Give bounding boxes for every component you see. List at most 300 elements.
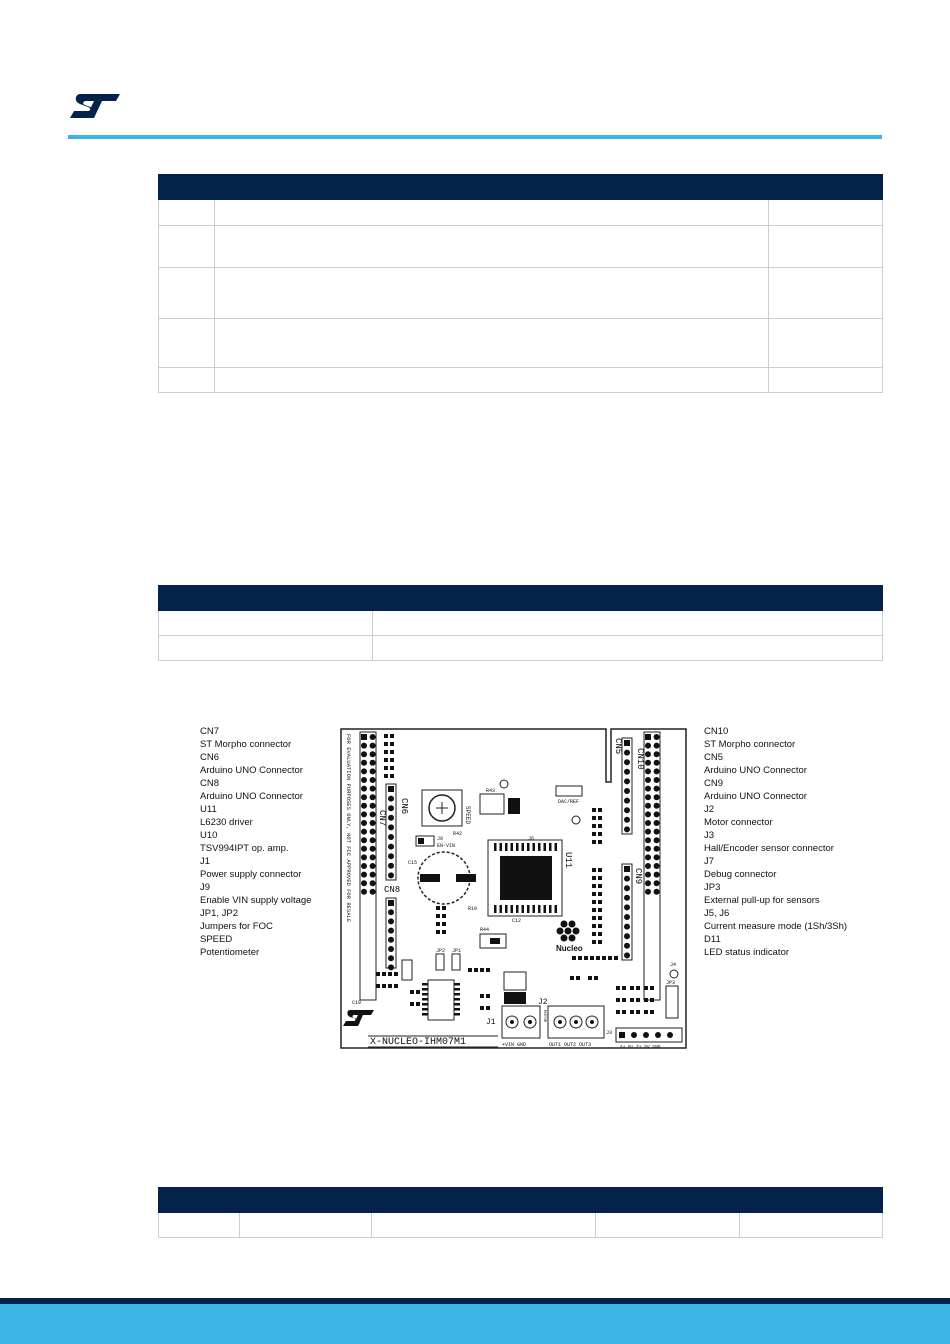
- chip-pin: [516, 905, 519, 913]
- pin: [654, 846, 660, 852]
- pin: [654, 837, 660, 843]
- pin: [624, 826, 630, 832]
- c12-label: C12: [512, 918, 522, 924]
- pin: [624, 952, 630, 958]
- figure-label: ST Morpho connector: [200, 739, 292, 750]
- pin: [388, 815, 394, 821]
- smd-pad: [388, 984, 392, 988]
- pin: [370, 872, 376, 878]
- pin: [631, 1032, 637, 1038]
- smd-pad: [598, 916, 602, 920]
- pin: [361, 768, 367, 774]
- smd-pad: [442, 906, 446, 910]
- smd-pad: [596, 956, 600, 960]
- smd-pad: [644, 1010, 648, 1014]
- j3-pins-label: A+ B+ Z+ 5V GND: [620, 1045, 661, 1049]
- pin: [388, 796, 394, 802]
- smd-pad: [598, 840, 602, 844]
- pin: [654, 889, 660, 895]
- speed-label: SPEED: [464, 806, 471, 825]
- pin: [361, 777, 367, 783]
- pin-square: [624, 740, 630, 746]
- pin: [370, 811, 376, 817]
- pin: [624, 933, 630, 939]
- smd-pad: [390, 742, 394, 746]
- figure-label: CN6: [200, 752, 220, 763]
- smd-pad: [598, 868, 602, 872]
- chip-pin: [422, 1003, 428, 1006]
- figure-label: External pull-up for sensors: [704, 895, 820, 906]
- smd-pad: [592, 892, 596, 896]
- smd-pad: [622, 1010, 626, 1014]
- table-header-row: [159, 586, 883, 611]
- figure-label: J3: [704, 830, 715, 841]
- smd-pad: [442, 914, 446, 918]
- smd-pad: [630, 998, 634, 1002]
- smd-pad: [592, 940, 596, 944]
- chip-pin: [454, 1013, 460, 1016]
- chip-pin: [527, 843, 530, 851]
- smd-pad: [598, 940, 602, 944]
- pin: [388, 937, 394, 943]
- pin: [370, 794, 376, 800]
- figure-label: TSV994IPT op. amp.: [200, 843, 289, 854]
- smd-pad: [410, 1002, 414, 1006]
- pin: [624, 895, 630, 901]
- smd-pad: [436, 914, 440, 918]
- j2-pins-label: OUT1 OUT2 OUT3: [549, 1042, 592, 1048]
- pin: [624, 924, 630, 930]
- pin: [645, 863, 651, 869]
- pin-square: [619, 1032, 625, 1038]
- r19-label: R19: [468, 906, 478, 912]
- chip-pin: [522, 905, 525, 913]
- chip-pin: [505, 905, 508, 913]
- j4-label: J4: [670, 962, 677, 968]
- figure-label: CN8: [200, 778, 220, 789]
- smd-pad: [382, 972, 386, 976]
- pin: [624, 807, 630, 813]
- pin: [624, 904, 630, 910]
- pin: [361, 846, 367, 852]
- pin: [388, 853, 394, 859]
- smd-pad: [630, 986, 634, 990]
- smd-pad: [384, 734, 388, 738]
- pin: [388, 928, 394, 934]
- pin: [645, 777, 651, 783]
- pin: [645, 803, 651, 809]
- chip-pin: [422, 983, 428, 986]
- cn6-label: CN6: [399, 798, 409, 815]
- chip-pin: [454, 993, 460, 996]
- figure-label: CN5: [704, 752, 724, 763]
- pin-square: [388, 900, 394, 906]
- smd-pad: [630, 1010, 634, 1014]
- smd-pad: [598, 808, 602, 812]
- smd-pad: [410, 990, 414, 994]
- pin: [370, 846, 376, 852]
- pin: [361, 872, 367, 878]
- chip-pin: [422, 993, 428, 996]
- chip-pin: [422, 1013, 428, 1016]
- pin: [388, 955, 394, 961]
- pin: [624, 750, 630, 756]
- chip-pin: [454, 1008, 460, 1011]
- pin: [654, 811, 660, 817]
- pin: [361, 854, 367, 860]
- table-row: [159, 268, 883, 319]
- figure-label: ST Morpho connector: [704, 739, 796, 750]
- cn10-label: CN10: [635, 748, 645, 770]
- figure-label: SPEED: [200, 934, 233, 945]
- smd-pad: [584, 956, 588, 960]
- smd-pad: [598, 832, 602, 836]
- jp3-label: JP3: [666, 980, 676, 986]
- figure-label: Enable VIN supply voltage: [200, 895, 312, 906]
- figure-label: D11: [704, 934, 721, 945]
- r43-label: R43: [486, 788, 496, 794]
- smd-pad: [598, 908, 602, 912]
- pin: [645, 794, 651, 800]
- pin: [361, 829, 367, 835]
- chip-pin: [555, 843, 558, 851]
- pin: [361, 863, 367, 869]
- smd-pad: [390, 774, 394, 778]
- chip-pin: [422, 998, 428, 1001]
- figure-label: Current measure mode (1Sh/3Sh): [704, 921, 848, 932]
- pin: [624, 788, 630, 794]
- pin: [645, 846, 651, 852]
- figure-label: CN9: [704, 778, 724, 789]
- smd-pad: [592, 876, 596, 880]
- smd-pad: [394, 984, 398, 988]
- table-row: [159, 200, 883, 226]
- smd-pad: [644, 998, 648, 1002]
- pin: [654, 768, 660, 774]
- chip-pin: [454, 983, 460, 986]
- figure-label: U10: [200, 830, 218, 841]
- smd-pad: [598, 924, 602, 928]
- header-rule: [68, 135, 882, 139]
- smd-pad: [616, 998, 620, 1002]
- chip-pin: [533, 843, 536, 851]
- figure-right-labels: [704, 725, 847, 959]
- smd-pad: [578, 956, 582, 960]
- smd-pad: [622, 998, 626, 1002]
- pin: [361, 794, 367, 800]
- dac-ref-label: DAC/REF: [558, 799, 580, 805]
- pin: [388, 909, 394, 915]
- smd-pad: [416, 1002, 420, 1006]
- c15-label: C15: [408, 860, 418, 866]
- smd-pad: [442, 930, 446, 934]
- pin: [654, 794, 660, 800]
- chip-pin: [454, 1003, 460, 1006]
- board-drawing: [340, 728, 687, 1049]
- figure-label: JP3: [704, 882, 721, 893]
- chip-pin: [494, 843, 497, 851]
- smd-pad: [390, 734, 394, 738]
- pin: [654, 820, 660, 826]
- figure-label: Arduino UNO Connector: [704, 765, 807, 776]
- smd-pad: [486, 1006, 490, 1010]
- figure-label: J7: [704, 856, 715, 867]
- en-vin-label: EN-VIN: [437, 843, 456, 849]
- pin: [370, 768, 376, 774]
- chip-pin: [454, 988, 460, 991]
- smd-pad: [594, 976, 598, 980]
- j9-label: J9: [437, 836, 444, 842]
- smd-pad: [592, 908, 596, 912]
- chip-pin: [500, 905, 503, 913]
- pin: [361, 811, 367, 817]
- pin: [645, 880, 651, 886]
- chip-pin: [527, 905, 530, 913]
- smd-pad: [436, 930, 440, 934]
- figure-label: L6230 driver: [200, 817, 253, 828]
- smd-pad: [390, 766, 394, 770]
- pin: [655, 1032, 661, 1038]
- smd-pad: [636, 998, 640, 1002]
- smd-pad: [570, 976, 574, 980]
- pin: [370, 820, 376, 826]
- figure-label: Hall/Encoder sensor connector: [704, 843, 834, 854]
- pin: [370, 786, 376, 792]
- chip-pin: [505, 843, 508, 851]
- pin: [361, 760, 367, 766]
- smd-pad: [592, 884, 596, 888]
- pin: [654, 880, 660, 886]
- pin: [370, 803, 376, 809]
- smd-pad: [592, 924, 596, 928]
- st-logo-icon: [66, 90, 120, 122]
- figure-label: CN7: [200, 726, 220, 737]
- smd-pad: [592, 932, 596, 936]
- pin: [361, 743, 367, 749]
- smd-pad: [636, 986, 640, 990]
- pin: [667, 1032, 673, 1038]
- pin: [370, 837, 376, 843]
- smd-pad: [486, 994, 490, 998]
- table-row: [159, 368, 883, 393]
- figure-label: Arduino UNO Connector: [704, 791, 807, 802]
- smd-pad: [592, 900, 596, 904]
- smd-pad: [480, 968, 484, 972]
- smd-pad: [376, 984, 380, 988]
- table-row: [159, 319, 883, 368]
- smd-pad: [436, 906, 440, 910]
- smd-pad: [614, 956, 618, 960]
- pin: [645, 872, 651, 878]
- smd-pad: [592, 868, 596, 872]
- smd-pad: [598, 824, 602, 828]
- smd-pad: [390, 750, 394, 754]
- smd-pad: [650, 998, 654, 1002]
- chip-pin: [422, 1008, 428, 1011]
- j3-label: J3: [606, 1030, 613, 1036]
- pin: [654, 743, 660, 749]
- smd-pad: [598, 816, 602, 820]
- pin: [624, 798, 630, 804]
- smd-pad: [480, 1006, 484, 1010]
- smd-pad: [592, 824, 596, 828]
- pin: [370, 760, 376, 766]
- cn5-label: CN5: [613, 738, 623, 755]
- cn9-label: CN9: [633, 868, 643, 885]
- table-2: [158, 585, 883, 661]
- j2-label: J2: [538, 998, 548, 1007]
- figure-label: LED status indicator: [704, 947, 790, 958]
- figure-label: Arduino UNO Connector: [200, 791, 303, 802]
- smd-pad: [598, 884, 602, 888]
- pin: [388, 964, 394, 970]
- pin: [370, 854, 376, 860]
- smd-pad: [474, 968, 478, 972]
- pin: [654, 829, 660, 835]
- pin: [370, 863, 376, 869]
- board-name-label: X-NUCLEO-IHM07M1: [370, 1037, 467, 1048]
- smd-pad: [480, 994, 484, 998]
- figure-label: U11: [200, 804, 217, 815]
- pin: [388, 872, 394, 878]
- pin: [654, 872, 660, 878]
- smd-pad: [390, 758, 394, 762]
- chip-pin: [454, 998, 460, 1001]
- j1-pins-label: +VIN GND: [502, 1042, 527, 1048]
- figure-label: Power supply connector: [200, 869, 302, 880]
- smd-pad: [376, 972, 380, 976]
- r42-label: R42: [453, 831, 463, 837]
- smd-pad: [572, 956, 576, 960]
- smd-pad: [636, 1010, 640, 1014]
- table-row: [159, 1213, 883, 1238]
- pin: [388, 844, 394, 850]
- pin-square: [388, 786, 394, 792]
- table-3: [158, 1187, 883, 1238]
- pin: [361, 786, 367, 792]
- smd-pad: [384, 742, 388, 746]
- figure-label: Motor connector: [704, 817, 773, 828]
- figure-label: Arduino UNO Connector: [200, 765, 303, 776]
- pin: [645, 786, 651, 792]
- smd-pad: [382, 984, 386, 988]
- pin: [361, 751, 367, 757]
- pin: [370, 889, 376, 895]
- footer-band: [0, 1304, 950, 1344]
- chip-pin: [538, 843, 541, 851]
- pin: [624, 769, 630, 775]
- chip-pin: [555, 905, 558, 913]
- table-header-row: [159, 175, 883, 200]
- chip-pin: [549, 843, 552, 851]
- r44-label: R44: [480, 927, 490, 933]
- pin: [645, 811, 651, 817]
- pin-square: [645, 734, 651, 740]
- c10-label: C10: [352, 1000, 362, 1006]
- pin: [645, 829, 651, 835]
- jp1-label: JP1: [452, 948, 462, 954]
- chip-pin: [516, 843, 519, 851]
- smd-pad: [468, 968, 472, 972]
- chip-pin: [511, 843, 514, 851]
- pin: [645, 889, 651, 895]
- pin: [624, 914, 630, 920]
- figure-label: J9: [200, 882, 211, 893]
- pin: [624, 885, 630, 891]
- smd-pad: [616, 986, 620, 990]
- pin: [643, 1032, 649, 1038]
- cn8-label: CN8: [384, 885, 401, 895]
- pin: [370, 777, 376, 783]
- smd-pad: [622, 986, 626, 990]
- pin: [388, 918, 394, 924]
- pin: [361, 889, 367, 895]
- smd-pad: [416, 990, 420, 994]
- chip-pin: [500, 843, 503, 851]
- pin: [370, 743, 376, 749]
- pin: [361, 837, 367, 843]
- pin-square: [361, 734, 367, 740]
- smd-pad: [592, 840, 596, 844]
- pin: [388, 946, 394, 952]
- smd-pad: [394, 972, 398, 976]
- pin: [624, 876, 630, 882]
- smd-pad: [436, 922, 440, 926]
- table-header-row: [159, 1188, 883, 1213]
- smd-pad: [650, 986, 654, 990]
- figure-label: Potentiometer: [200, 947, 260, 958]
- pin: [370, 880, 376, 886]
- chip-pin: [522, 843, 525, 851]
- smd-pad: [590, 956, 594, 960]
- pin: [388, 805, 394, 811]
- pin: [388, 824, 394, 830]
- j6-label: J6: [528, 836, 535, 842]
- pin: [654, 854, 660, 860]
- pin: [361, 880, 367, 886]
- pin-square: [624, 866, 630, 872]
- chip-pin: [549, 905, 552, 913]
- pin: [370, 734, 376, 740]
- smd-pad: [592, 808, 596, 812]
- smd-pad: [602, 956, 606, 960]
- pin: [645, 837, 651, 843]
- pin: [370, 751, 376, 757]
- pin: [388, 863, 394, 869]
- smd-pad: [650, 1010, 654, 1014]
- motor-label: MOTOR: [542, 1010, 546, 1023]
- table-1: [158, 174, 883, 393]
- jp2-label: JP2: [436, 948, 446, 954]
- chip-pin: [538, 905, 541, 913]
- chip-pin: [511, 905, 514, 913]
- pin: [624, 943, 630, 949]
- smd-pad: [486, 968, 490, 972]
- chip-pin: [544, 843, 547, 851]
- pin: [654, 760, 660, 766]
- smd-pad: [608, 956, 612, 960]
- pin: [361, 820, 367, 826]
- table-row: [159, 611, 883, 636]
- pin: [624, 759, 630, 765]
- j1-label: J1: [486, 1018, 496, 1027]
- smd-pad: [384, 774, 388, 778]
- figure-label: J2: [704, 804, 715, 815]
- chip-pin: [422, 988, 428, 991]
- table-row: [159, 636, 883, 661]
- pin: [654, 863, 660, 869]
- figure-left-labels: [200, 725, 311, 959]
